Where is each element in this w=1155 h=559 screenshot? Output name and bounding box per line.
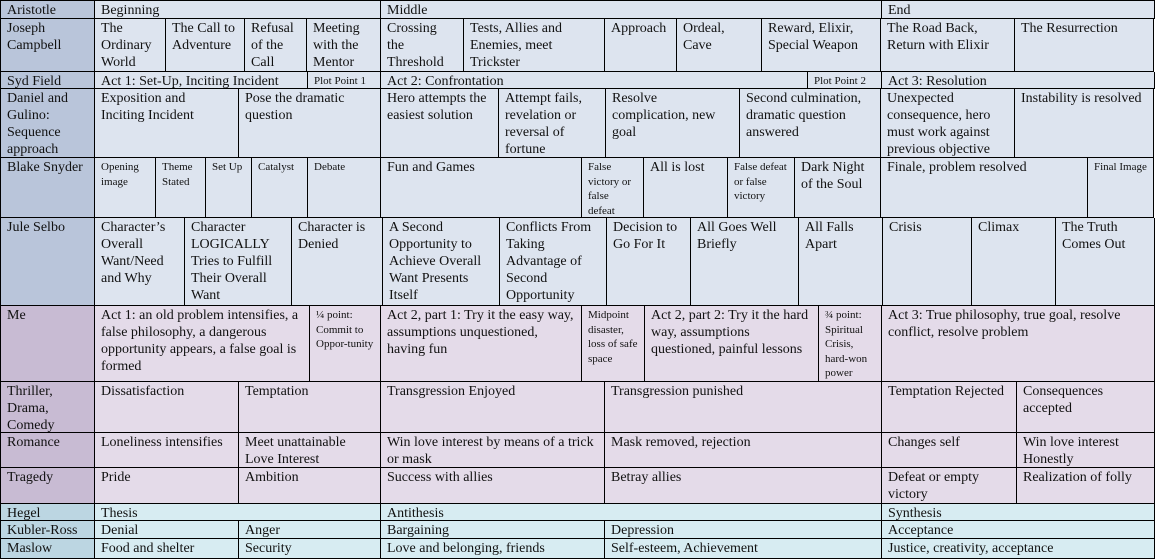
cell-jule-selbo-8: All Falls Apart [799, 218, 883, 306]
cell-kubler-ross-1: Denial [95, 521, 239, 539]
row-label-blake-snyder: Blake Snyder [1, 158, 95, 218]
cell-thriller-6: Consequences accepted [1017, 382, 1155, 433]
cell-maslow-2: Security [239, 539, 381, 559]
cell-daniel-gulino-8: Instability is resolved [1015, 89, 1154, 158]
cell-maslow-5: Justice, creativity, acceptance [882, 539, 1155, 559]
cell-joseph-campbell-5: Crossing the Threshold [381, 19, 464, 72]
row-label-thriller: Thriller, Drama, Comedy [1, 382, 95, 433]
cell-me-3: Act 2, part 1: Try it the easy way, assumptions unquestioned, having fun [381, 306, 582, 382]
cell-daniel-gulino-2: Pose the dramatic question [239, 89, 381, 158]
cell-me-7: Act 3: True philosophy, true goal, resolve conflict, resolve problem [882, 306, 1155, 382]
cell-blake-snyder-4: Catalyst [252, 158, 308, 218]
row-label-daniel-gulino: Daniel and Gulino: Sequence approach [1, 89, 95, 158]
cell-romance-2: Meet unattainable Love Interest [239, 433, 381, 468]
cell-jule-selbo-3: Character is Denied [292, 218, 383, 306]
cell-maslow-3: Love and belonging, friends [381, 539, 605, 559]
cell-joseph-campbell-4: Meeting with the Mentor [307, 19, 381, 72]
cell-syd-field-4: Plot Point 2 [808, 72, 882, 89]
cell-joseph-campbell-6: Tests, Allies and Enemies, meet Trickster [464, 19, 605, 72]
cell-syd-field-3: Act 2: Confrontation [381, 72, 808, 89]
cell-joseph-campbell-11: The Resurrection [1015, 19, 1154, 72]
cell-tragedy-3: Success with allies [381, 468, 605, 504]
cell-blake-snyder-10: Dark Night of the Soul [795, 158, 881, 218]
cell-me-6: ¾ point: Spiritual Crisis, hard-won power [819, 306, 882, 382]
cell-daniel-gulino-7: Unexpected consequence, hero must work against previous objective [881, 89, 1015, 158]
cell-aristotle-2: Middle [381, 1, 882, 19]
cell-romance-5: Changes self [882, 433, 1017, 468]
cell-jule-selbo-2: Character LOGICALLY Tries to Fulfill Their Overall Want [185, 218, 292, 306]
cell-me-1: Act 1: an old problem intensifies, a false philosophy, a dangerous opportunity appears, a false goal is formed [95, 306, 310, 382]
cell-joseph-campbell-10: The Road Back, Return with Elixir [881, 19, 1015, 72]
cell-hegel-1: Thesis [95, 504, 381, 521]
cell-daniel-gulino-1: Exposition and Inciting Incident [95, 89, 239, 158]
cell-tragedy-1: Pride [95, 468, 239, 504]
cell-me-5: Act 2, part 2: Try it the hard way, assumptions questioned, painful lessons [645, 306, 819, 382]
cell-joseph-campbell-9: Reward, Elixir, Special Weapon [762, 19, 881, 72]
cell-jule-selbo-10: Climax [972, 218, 1056, 306]
cell-hegel-3: Synthesis [882, 504, 1155, 521]
cell-kubler-ross-3: Bargaining [381, 521, 605, 539]
cell-hegel-2: Antithesis [381, 504, 882, 521]
cell-romance-3: Win love interest by means of a trick or mask [381, 433, 605, 468]
cell-tragedy-5: Defeat or empty victory [882, 468, 1017, 504]
row-label-hegel: Hegel [1, 504, 95, 521]
cell-blake-snyder-11: Finale, problem resolved [881, 158, 1088, 218]
cell-me-4: Midpoint disaster, loss of safe space [582, 306, 645, 382]
cell-thriller-5: Temptation Rejected [882, 382, 1017, 433]
row-label-me: Me [1, 306, 95, 382]
cell-me-2: ¼ point: Commit to Oppor-tunity [310, 306, 381, 382]
cell-joseph-campbell-2: The Call to Adventure [166, 19, 245, 72]
cell-romance-6: Win love interest Honestly [1017, 433, 1155, 468]
cell-blake-snyder-3: Set Up [206, 158, 252, 218]
cell-romance-1: Loneliness intensifies [95, 433, 239, 468]
cell-blake-snyder-1: Opening image [95, 158, 156, 218]
cell-kubler-ross-4: Depression [605, 521, 882, 539]
cell-blake-snyder-9: False defeat or false victory [728, 158, 795, 218]
cell-blake-snyder-7: False victory or false defeat [582, 158, 644, 218]
cell-syd-field-5: Act 3: Resolution [882, 72, 1155, 89]
cell-joseph-campbell-3: Refusal of the Call [245, 19, 307, 72]
row-label-kubler-ross: Kubler-Ross [1, 521, 95, 539]
cell-jule-selbo-7: All Goes Well Briefly [691, 218, 799, 306]
cell-jule-selbo-5: Conflicts From Taking Advantage of Second Opportunity [500, 218, 607, 306]
row-label-syd-field: Syd Field [1, 72, 95, 89]
cell-jule-selbo-4: A Second Opportunity to Achieve Overall Want Presents Itself [383, 218, 500, 306]
cell-maslow-4: Self-esteem, Achievement [605, 539, 882, 559]
cell-blake-snyder-5: Debate [308, 158, 381, 218]
cell-kubler-ross-5: Acceptance [882, 521, 1155, 539]
cell-blake-snyder-2: Theme Stated [156, 158, 206, 218]
cell-syd-field-2: Plot Point 1 [308, 72, 381, 89]
cell-blake-snyder-8: All is lost [644, 158, 728, 218]
cell-romance-4: Mask removed, rejection [605, 433, 882, 468]
cell-thriller-2: Temptation [239, 382, 381, 433]
row-label-jule-selbo: Jule Selbo [1, 218, 95, 306]
cell-joseph-campbell-7: Approach [605, 19, 677, 72]
cell-thriller-4: Transgression punished [605, 382, 882, 433]
cell-tragedy-4: Betray allies [605, 468, 882, 504]
cell-thriller-3: Transgression Enjoyed [381, 382, 605, 433]
cell-aristotle-3: End [882, 1, 1155, 19]
cell-blake-snyder-6: Fun and Games [381, 158, 582, 218]
cell-jule-selbo-9: Crisis [883, 218, 972, 306]
row-label-romance: Romance [1, 433, 95, 468]
row-label-tragedy: Tragedy [1, 468, 95, 504]
cell-thriller-1: Dissatisfaction [95, 382, 239, 433]
cell-maslow-1: Food and shelter [95, 539, 239, 559]
row-label-joseph-campbell: Joseph Campbell [1, 19, 95, 72]
cell-daniel-gulino-3: Hero attempts the easiest solution [381, 89, 499, 158]
cell-daniel-gulino-5: Resolve complication, new goal [606, 89, 740, 158]
row-label-aristotle: Aristotle [1, 1, 95, 19]
cell-jule-selbo-6: Decision to Go For It [607, 218, 691, 306]
cell-tragedy-2: Ambition [239, 468, 381, 504]
row-label-maslow: Maslow [1, 539, 95, 559]
cell-blake-snyder-12: Final Image [1088, 158, 1154, 218]
cell-aristotle-1: Beginning [95, 1, 381, 19]
cell-jule-selbo-11: The Truth Comes Out [1056, 218, 1155, 306]
cell-jule-selbo-1: Character’s Overall Want/Need and Why [95, 218, 185, 306]
cell-syd-field-1: Act 1: Set-Up, Inciting Incident [95, 72, 308, 89]
cell-daniel-gulino-6: Second culmination, dramatic question answered [740, 89, 881, 158]
cell-joseph-campbell-8: Ordeal, Cave [677, 19, 762, 72]
cell-kubler-ross-2: Anger [239, 521, 381, 539]
cell-tragedy-6: Realization of folly [1017, 468, 1155, 504]
cell-joseph-campbell-1: The Ordinary World [95, 19, 166, 72]
cell-daniel-gulino-4: Attempt fails, revelation or reversal of fortune [499, 89, 606, 158]
